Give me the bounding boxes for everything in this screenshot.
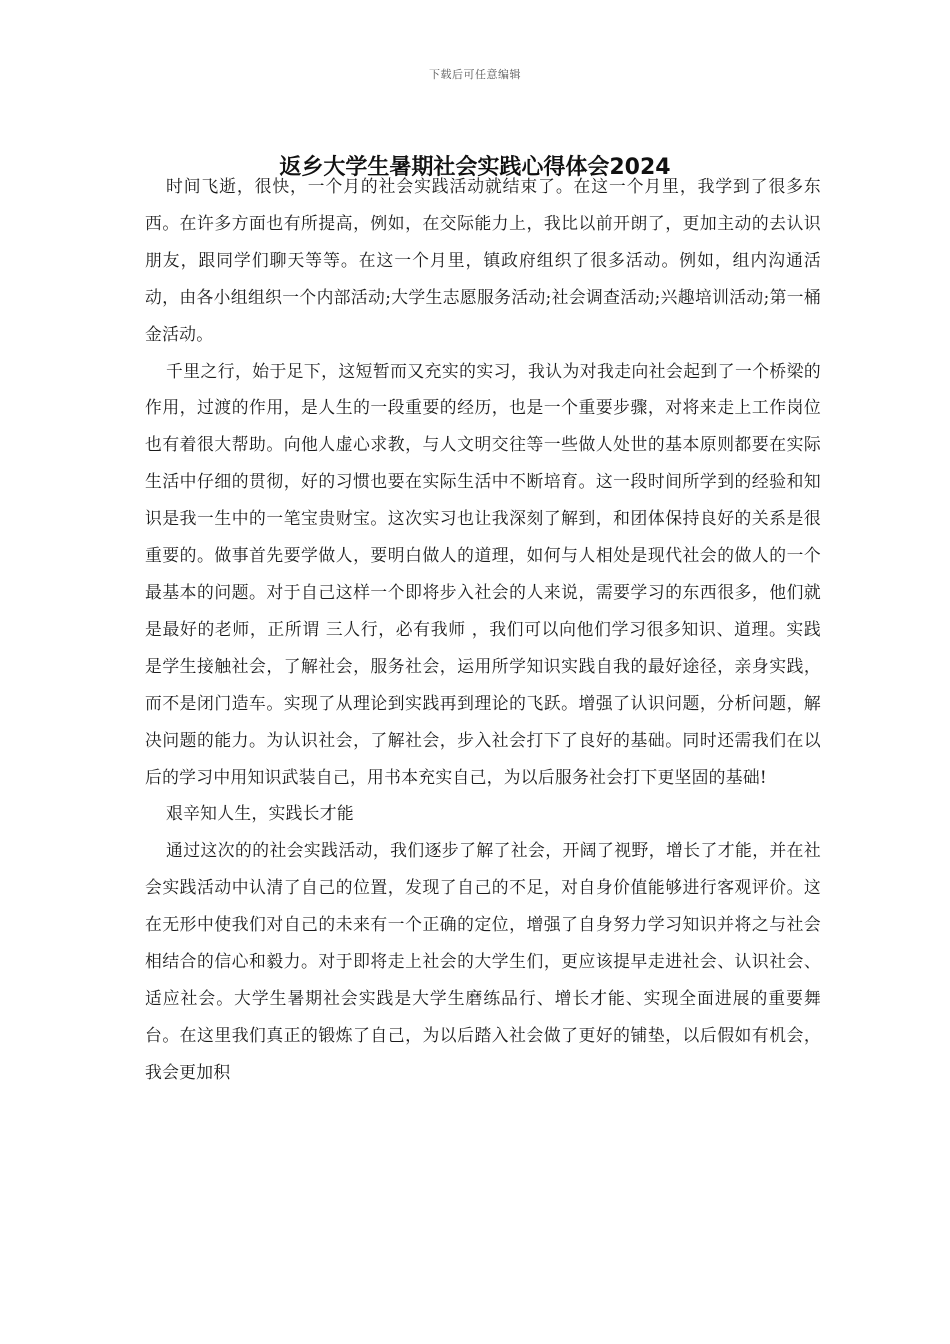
paragraph: 时间飞逝，很快，一个月的社会实践活动就结束了。在这一个月里，我学到了很多东西。在许多方面也有所提高，例如，在交际能力上，我比以前开朗了，更加主动的去认识朋友，跟同学们聊天等等。在这一个月里，镇政府组织了很多活动。例如，组内沟通活动，由各小组组织一个内部活动;大学生志愿服务活动;社会调查活动;兴趣培训活动;第一桶金活动。	[145, 176, 821, 344]
document-title: 返乡大学生暑期社会实践心得体会2024	[279, 155, 671, 180]
section-heading: 艰辛知人生，实践长才能	[166, 803, 354, 824]
header-note: 下载后可任意编辑	[429, 68, 521, 81]
paragraph: 千里之行，始于足下，这短暂而又充实的实习，我认为对我走向社会起到了一个桥梁的作用，过渡的作用，是人生的一段重要的经历，也是一个重要步骤，对将来走上工作岗位也有着很大帮助。向他人虚心求教，与人文明交往等一些做人处世的基本原则都要在实际生活中仔细的贯彻，好的习惯也要在实际生活中不断培育。这一段时间所学到的经验和知识是我一生中的一笔宝贵财宝。这次实习也让我深刻了解到，和团体保持良好的关系是很重要的。做事首先要学做人，要明白做人的道理，如何与人相处是现代社会的做人的一个最基本的问题。对于自己这样一个即将步入社会的人来说，需要学习的东西很多，他们就是最好的老师，正所谓 三人行，必有我师 ，我们可以向他们学习很多知识、道理。实践是学生接触社会，了解社会，服务社会，运用所学知识实践自我的最好途径，亲身实践，而不是闭门造车。实现了从理论到实践再到理论的飞跃。增强了认识问题，分析问题，解决问题的能力。为认识社会，了解社会，步入社会打下了良好的基础。同时还需我们在以后的学习中用知识武装自己，用书本充实自己，为以后服务社会打下更坚固的基础!	[145, 360, 821, 787]
paragraph: 通过这次的的社会实践活动，我们逐步了解了社会，开阔了视野，增长了才能，并在社会实践活动中认清了自己的位置，发现了自己的不足，对自身价值能够进行客观评价。这在无形中使我们对自己的未来有一个正确的定位，增强了自身努力学习知识并将之与社会相结合的信心和毅力。对于即将走上社会的大学生们，更应该提早走进社会、认识社会、适应社会。大学生暑期社会实践是大学生磨练品行、增长才能、实现全面进展的重要舞台。在这里我们真正的锻炼了自己，为以后踏入社会做了更好的铺垫，以后假如有机会，我会更加积	[145, 840, 821, 1082]
document-body	[145, 168, 821, 1091]
